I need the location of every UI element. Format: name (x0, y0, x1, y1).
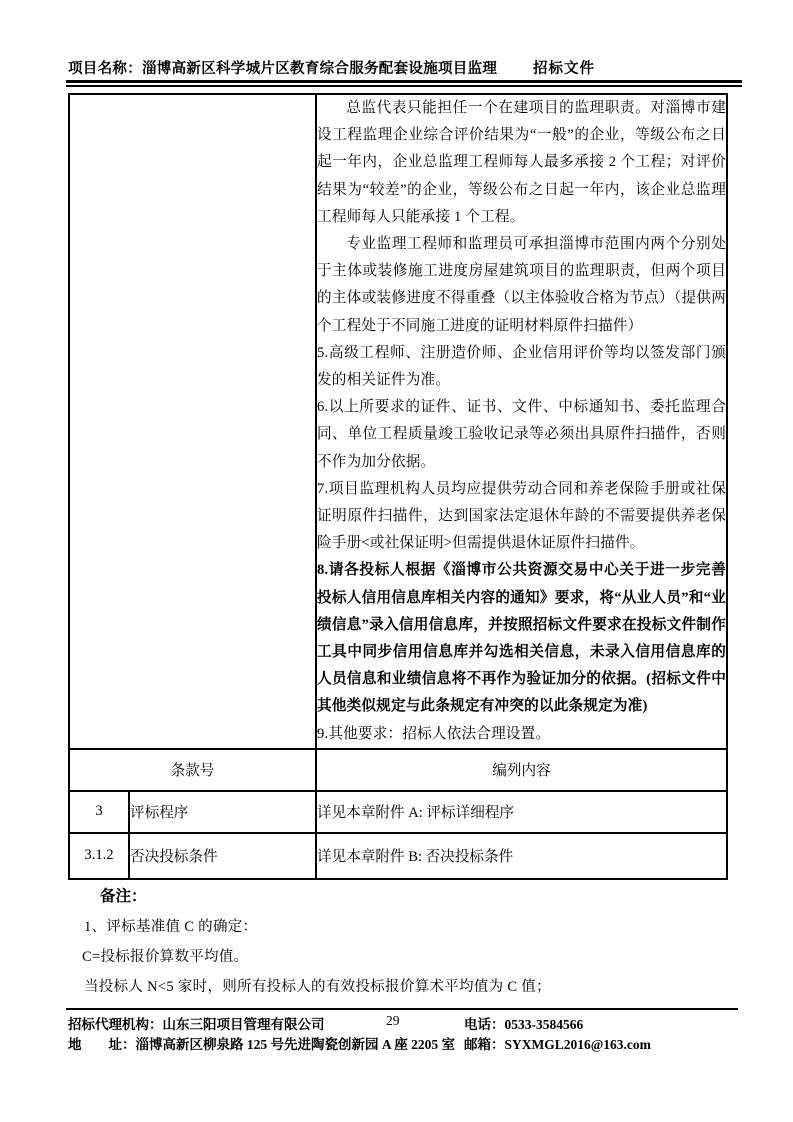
note-line: C=投标报价算数平均值。 (82, 949, 249, 965)
paragraph-supervisor-rep: 总监代表只能担任一个在建项目的监理职责。对淄博市建设工程监理企业综合评价结果为“一般”的企业，等级公布之日起一年内，企业总监理工程师每人最多承接 2 个工程；对评价结果为“较差”的企业，等级公布之日起一年内，该企业总监理工程师每人只能承接 1 个工程。 (317, 100, 726, 225)
note-line: 当投标人 N<5 家时，则所有投标人的有效投标报价算术平均值为 C 值； (84, 979, 551, 995)
paragraph-item-7: 7.项目监理机构人员均应提供劳动合同和养老保险手册或社保证明原件扫描件，达到国家法定退休年龄的不需要提供养老保险手册<或社保证明>但需提供退休证原件扫描件。 (317, 480, 726, 552)
requirements-cell (316, 94, 727, 749)
column-header-content: 编列内容 (316, 749, 727, 791)
table-row (69, 791, 727, 833)
notes-title: 备注： (100, 888, 147, 905)
cell-content: 详见本章附件 A: 评标详细程序 (316, 791, 727, 833)
header-project-name: 项目名称：淄博高新区科学城片区教育综合服务配套设施项目监理 (68, 61, 498, 77)
cell-clause-name: 评标程序 (129, 791, 316, 833)
footer-phone: 电话：0533-3584566 (464, 1017, 584, 1032)
empty-left-cell (69, 94, 316, 749)
paragraph-professional-supervisor: 专业监理工程师和监理员可承担淄博市范围内两个分别处于主体或装修施工进度房屋建筑项目的监理职责，但两个项目的主体或装修进度不得重叠（以主体验收合格为节点）（提供两个工程处于不同施工进度的证明材料原件扫描件） (317, 236, 726, 334)
note-line: 1、评标基准值 C 的确定： (84, 919, 258, 935)
column-header-clause-no: 条款号 (69, 749, 316, 791)
header-double-rule (66, 80, 742, 87)
footer-rule (66, 1008, 738, 1010)
footer-page-number: 29 (386, 1013, 400, 1028)
paragraph-item-5: 5.高级工程师、注册造价师、企业信用评价等均以签发部门颁发的相关证件为准。 (317, 344, 726, 389)
table-row (69, 94, 727, 749)
table-row (69, 833, 727, 879)
footer-agency: 招标代理机构：山东三阳项目管理有限公司 (68, 1017, 325, 1032)
header-doc-type: 招标文件 (533, 61, 595, 77)
cell-clause-name: 否决投标条件 (129, 833, 316, 879)
paragraph-item-9: 9.其他要求：招标人依法合理设置。 (317, 725, 551, 742)
cell-content: 详见本章附件 B: 否决投标条件 (316, 833, 727, 879)
clauses-table (68, 93, 728, 880)
paragraph-item-6: 6.以上所要求的证件、证书、文件、中标通知书、委托监理合同、单位工程质量竣工验收记录等必须出具原件扫描件，否则不作为加分依据。 (317, 399, 726, 470)
table-header-row (69, 749, 727, 791)
paragraph-item-8: 8.请各投标人根据《淄博市公共资源交易中心关于进一步完善投标人信用信息库相关内容的通知》要求，将“从业人员”和“业绩信息”录入信用信息库，并按照招标文件要求在投标文件制作工具中同步信用信息库并勾选相关信息，未录入信用信息库的人员信息和业绩信息将不再作为验证加分的依据。(招标文件中其他类似规定与此条规定有冲突的以此条规定为准) (317, 562, 726, 715)
cell-clause-no: 3 (69, 791, 129, 833)
cell-clause-no: 3.1.2 (69, 833, 129, 879)
footer-address: 地 址：淄博高新区柳泉路 125 号先进陶瓷创新园 A 座 2205 室 (68, 1037, 456, 1052)
footer-email: 邮箱：SYXMGL2016@163.com (464, 1037, 651, 1052)
